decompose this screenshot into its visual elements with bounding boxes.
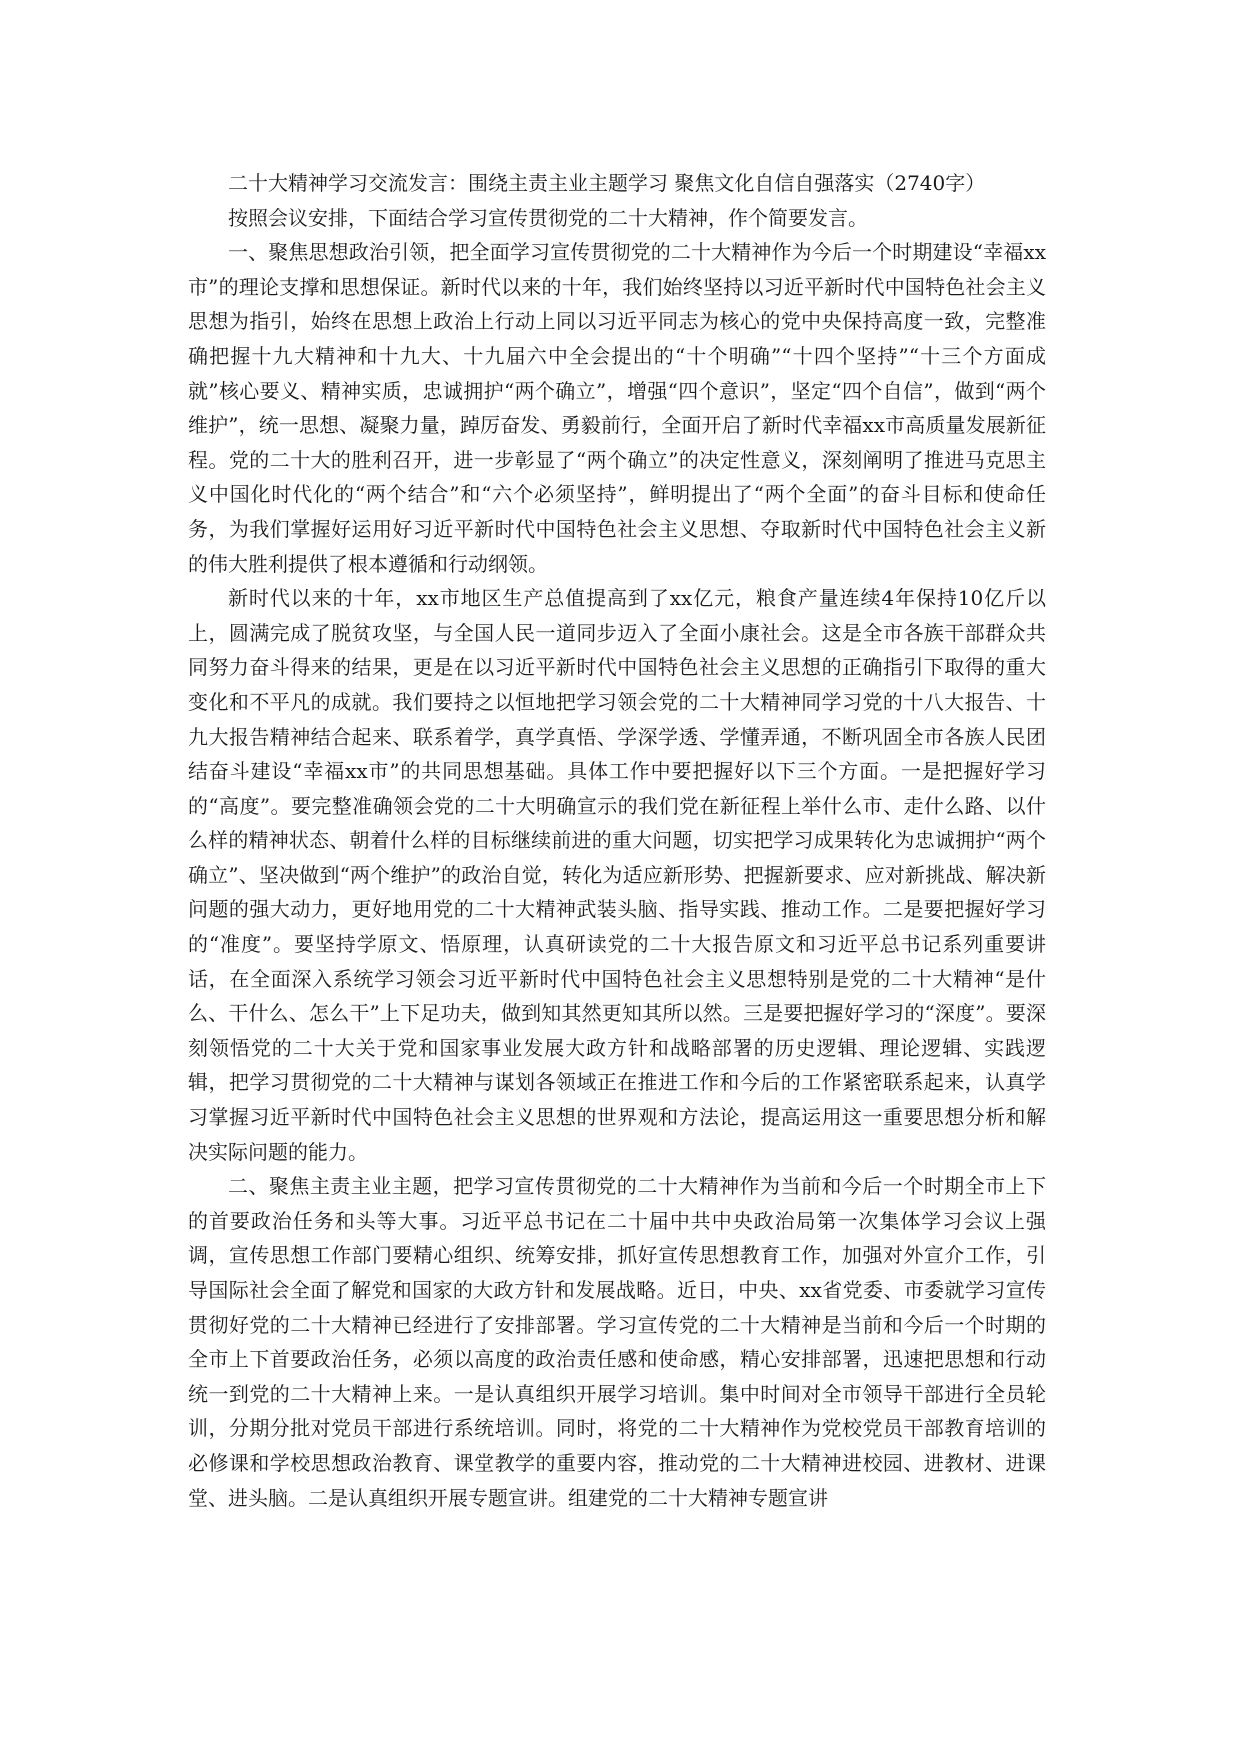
document-title: 二十大精神学习交流发言：围绕主责主业主题学习 聚焦文化自信自强落实（2740字）	[228, 171, 986, 195]
document-body	[188, 166, 1046, 1515]
paragraph-section-two: 二、聚焦主责主业主题，把学习宣传贯彻党的二十大精神作为当前和今后一个时期全市上下的首要政治任务和头等大事。习近平总书记在二十届中共中央政治局第一次集体学习会议上强调，宣传思想工作部门要精心组织、统筹安排，抓好宣传思想教育工作，加强对外宣介工作，引导国际社会全面了解党和国家的大政方针和发展战略。近日，中央、xx省党委、市委就学习宣传贯彻好党的二十大精神已经进行了安排部署。学习宣传党的二十大精神是当前和今后一个时期的全市上下首要政治任务，必须以高度的政治责任感和使命感，精心安排部署，迅速把思想和行动统一到党的二十大精神上来。一是认真组织开展学习培训。集中时间对全市领导干部进行全员轮训，分期分批对党员干部进行系统培训。同时，将党的二十大精神作为党校党员干部教育培训的必修课和学校思想政治教育、课堂教学的重要内容，推动党的二十大精神进校园、进教材、进课堂、进头脑。二是认真组织开展专题宣讲。组建党的二十大精神专题宣讲	[188, 1174, 1046, 1510]
paragraph-intro: 按照会议安排，下面结合学习宣传贯彻党的二十大精神，作个简要发言。	[228, 205, 868, 230]
paragraph-achievements: 新时代以来的十年，xx市地区生产总值提高到了xx亿元，粮食产量连续4年保持10亿斤以上，圆满完成了脱贫攻坚，与全国人民一道同步迈入了全面小康社会。这是全市各族干部群众共同努力奋斗得来的结果，更是在以习近平新时代中国特色社会主义思想的正确指引下取得的重大变化和不平凡的成就。我们要持之以恒地把学习领会党的二十大精神同学习党的十八大报告、十九大报告精神结合起来、联系着学，真学真悟、学深学透、学懂弄通，不断巩固全市各族人民团结奋斗建设“幸福xx市”的共同思想基础。具体工作中要把握好以下三个方面。一是把握好学习的“高度”。要完整准确领会党的二十大明确宣示的我们党在新征程上举什么市、走什么路、以什么样的精神状态、朝着什么样的目标继续前进的重大问题，切实把学习成果转化为忠诚拥护“两个确立”、坚决做到“两个维护”的政治自觉，转化为适应新形势、把握新要求、应对新挑战、解决新问题的强大动力，更好地用党的二十大精神武装头脑、指导实践、推动工作。二是要把握好学习的“准度”。要坚持学原文、悟原理，认真研读党的二十大报告原文和习近平总书记系列重要讲话，在全面深入系统学习领会习近平新时代中国特色社会主义思想特别是党的二十大精神“是什么、干什么、怎么干”上下足功夫，做到知其然更知其所以然。三是要把握好学习的“深度”。要深刻领悟党的二十大关于党和国家事业发展大政方针和战略部署的历史逻辑、理论逻辑、实践逻辑，把学习贯彻党的二十大精神与谋划各领域正在推进工作和今后的工作紧密联系起来，认真学习掌握习近平新时代中国特色社会主义思想的世界观和方法论，提高运用这一重要思想分析和解决实际问题的能力。	[188, 586, 1046, 1164]
paragraph-section-one: 一、聚焦思想政治引领，把全面学习宣传贯彻党的二十大精神作为今后一个时期建设“幸福xx市”的理论支撑和思想保证。新时代以来的十年，我们始终坚持以习近平新时代中国特色社会主义思想为指引，始终在思想上政治上行动上同以习近平同志为核心的党中央保持高度一致，完整准确把握十九大精神和十九大、十九届六中全会提出的“十个明确”“十四个坚持”“十三个方面成就”核心要义、精神实质，忠诚拥护“两个确立”，增强“四个意识”，坚定“四个自信”，做到“两个维护”，统一思想、凝聚力量，踔厉奋发、勇毅前行，全面开启了新时代幸福xx市高质量发展新征程。党的二十大的胜利召开，进一步彰显了“两个确立”的决定性意义，深刻阐明了推进马克思主义中国化时代化的“两个结合”和“六个必须坚持”，鲜明提出了“两个全面”的奋斗目标和使命任务，为我们掌握好运用好习近平新时代中国特色社会主义思想、夺取新时代中国特色社会主义新的伟大胜利提供了根本遵循和行动纲领。	[188, 240, 1046, 576]
